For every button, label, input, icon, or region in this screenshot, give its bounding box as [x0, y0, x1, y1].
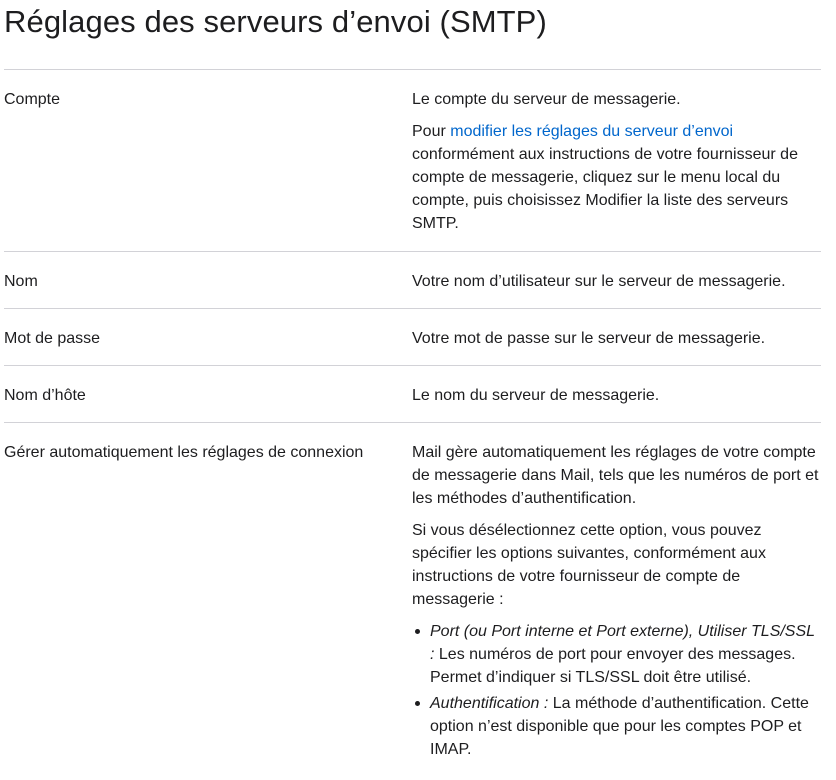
definition-compte — [412, 70, 821, 251]
definition-paragraph: Votre mot de passe sur le serveur de messagerie. — [412, 330, 766, 347]
modify-outgoing-server-link[interactable]: modifier les réglages du serveur d’envoi — [450, 123, 734, 140]
definition-paragraph: Mail gère automatiquement les réglages de votre compte de messagerie dans Mail, tels que les numéros de port et les méthodes d’authentification. — [412, 444, 819, 507]
option-name: Authentification : — [430, 695, 549, 712]
page-title: Réglages des serveurs d’envoi (SMTP) — [4, 4, 547, 39]
definition-nom — [412, 252, 821, 308]
options-list — [412, 620, 821, 761]
table-row-nom — [4, 252, 821, 309]
term-nom: Nom — [4, 273, 38, 290]
definition-paragraph — [412, 120, 821, 235]
text-suffix: conformément aux instructions de votre fournisseur de compte de messagerie, cliquez sur le menu local du compte, puis choisissez Modifier la liste des serveurs SMTP. — [412, 146, 798, 232]
term-nom-hote: Nom d’hôte — [4, 387, 86, 404]
table-row-mot-de-passe — [4, 309, 821, 366]
definition-paragraph: Votre nom d’utilisateur sur le serveur de messagerie. — [412, 273, 786, 290]
table-row-gerer-auto — [4, 423, 821, 780]
list-item — [430, 692, 821, 761]
definition-paragraph: Le nom du serveur de messagerie. — [412, 387, 660, 404]
definition-paragraph: Si vous désélectionnez cette option, vous pouvez spécifier les options suivantes, conformément aux instructions de votre fournisseur de compte de messagerie : — [412, 522, 766, 608]
definition-gerer-auto — [412, 423, 821, 780]
term-compte: Compte — [4, 91, 61, 108]
definition-nom-hote — [412, 366, 821, 422]
definition-mot-de-passe — [412, 309, 821, 365]
option-name: Port (ou Port interne et Port externe), Utiliser TLS/SSL : — [430, 623, 815, 663]
option-description: La méthode d’authentification. Cette option n’est disponible que pour les comptes POP et IMAP. — [430, 695, 809, 758]
list-item — [430, 620, 821, 689]
text-prefix: Pour — [412, 123, 451, 140]
option-description: Les numéros de port pour envoyer des messages. Permet d’indiquer si TLS/SSL doit être utilisé. — [430, 646, 796, 686]
table-row-compte — [4, 70, 821, 252]
definition-paragraph: Le compte du serveur de messagerie. — [412, 91, 681, 108]
settings-table — [4, 69, 821, 780]
term-mot-de-passe: Mot de passe — [4, 330, 101, 347]
term-gerer-auto: Gérer automatiquement les réglages de connexion — [4, 444, 364, 461]
table-row-nom-hote — [4, 366, 821, 423]
